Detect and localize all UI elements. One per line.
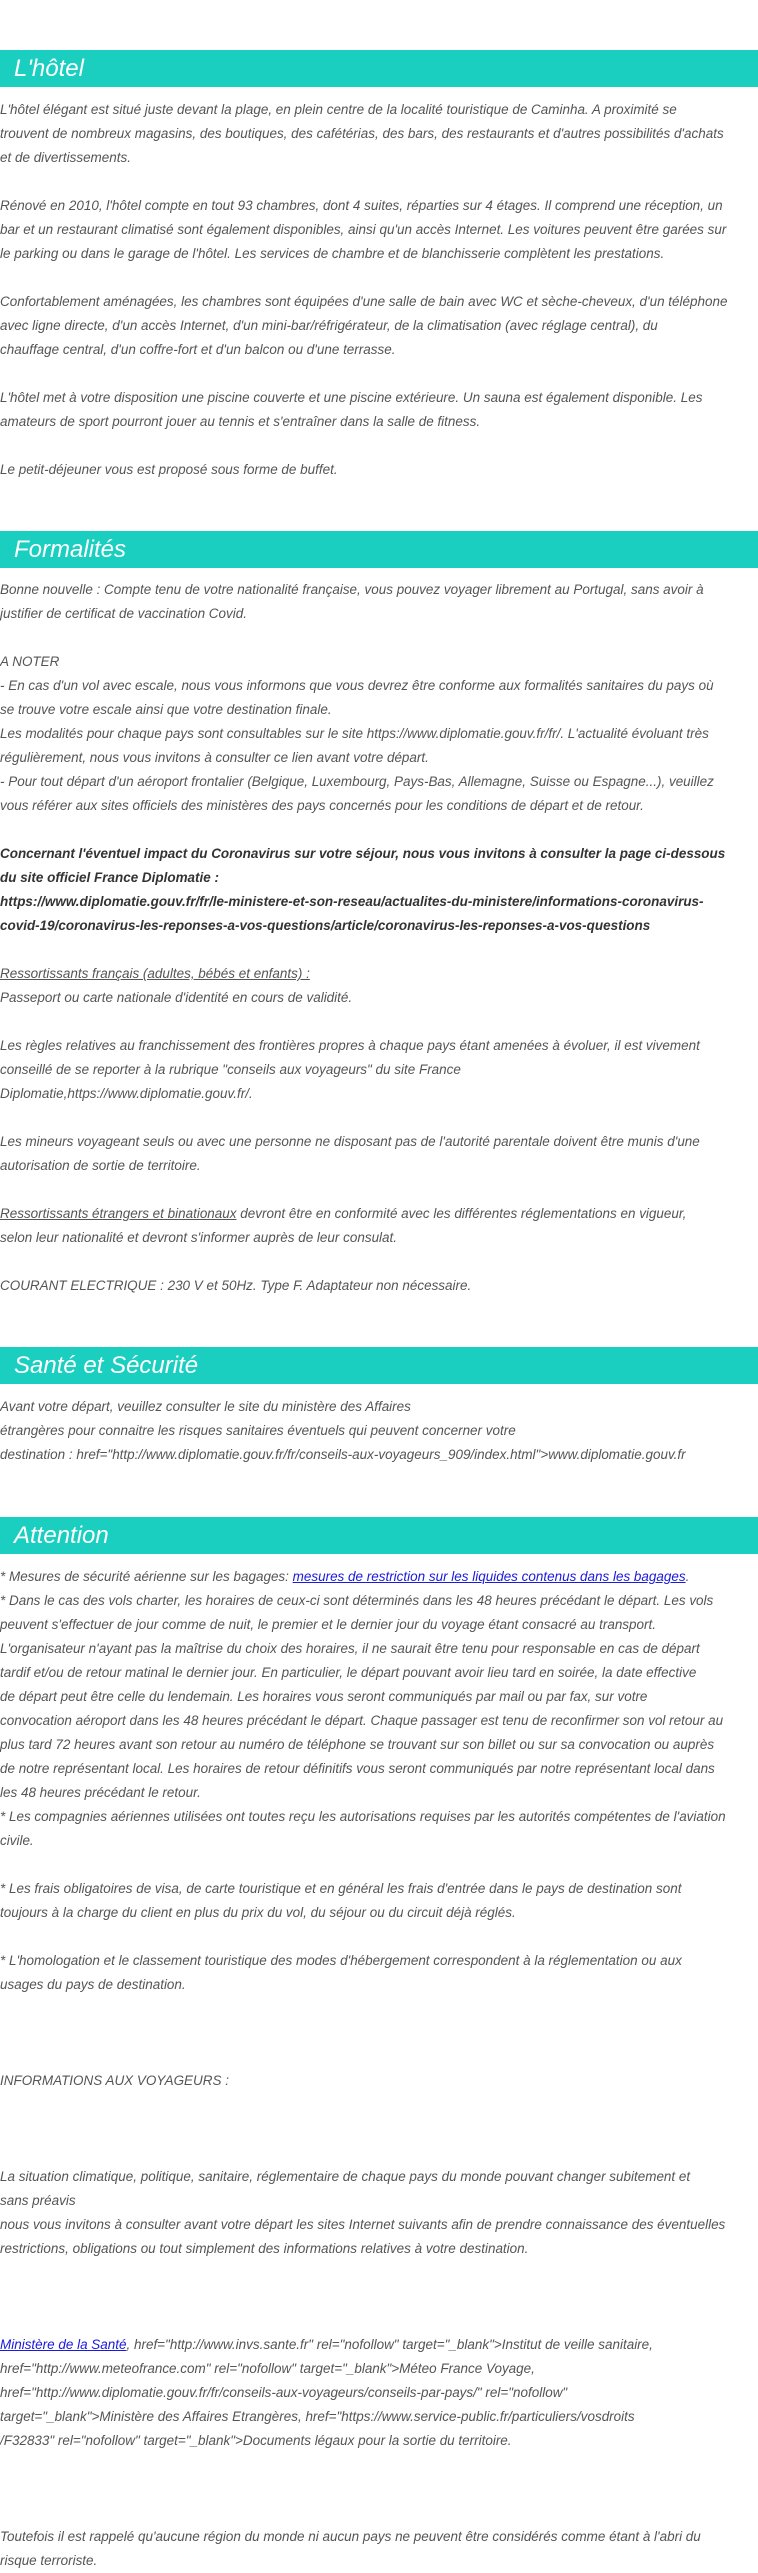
text-line: COURANT ELECTRIQUE : 230 V et 50Hz. Type F. Adaptateur non nécessaire. <box>0 1278 472 1293</box>
hotel-paragraph-1 <box>0 98 758 170</box>
text-line: Toutefois il est rappelé qu'aucune région du monde ni aucun pays ne peuvent être considérés comme étant à l'abri du <box>0 2529 701 2544</box>
formalites-paragraph-covid <box>0 578 758 626</box>
text-line: vous référer aux sites officiels des ministères des pays concernés pour les conditions de départ et de retour. <box>0 798 644 813</box>
text-line: https://www.diplomatie.gouv.fr/fr/le-ministere-et-son-reseau/actualites-du-ministere/informations-coronavirus- <box>0 894 704 909</box>
section-header-hotel: L'hôtel <box>0 50 758 87</box>
formalites-paragraph-frontieres <box>0 1034 758 1106</box>
text-line: amateurs de sport pourront jouer au tennis et s'entraîner dans la salle de fitness. <box>0 414 481 429</box>
text-line: conseillé de se reporter à la rubrique "conseils aux voyageurs" du site France <box>0 1062 461 1077</box>
formalites-paragraph-ressortissants-francais <box>0 962 758 1010</box>
section-header-formalites: Formalités <box>0 531 758 568</box>
text-line: - Pour tout départ d'un aéroport frontalier (Belgique, Luxembourg, Pays-Bas, Allemagne, Suisse ou Espagne...), veuillez <box>0 774 714 789</box>
text-line: du site officiel France Diplomatie : <box>0 870 219 885</box>
text-line: * Dans le cas des vols charter, les horaires de ceux-ci sont déterminés dans les 48 heures précédant le départ. Les vols <box>0 1593 714 1608</box>
text-line: chauffage central, d'un coffre-fort et d'un balcon ou d'une terrasse. <box>0 342 396 357</box>
attention-charter-body <box>0 1589 758 1853</box>
text-line: La situation climatique, politique, sanitaire, réglementaire de chaque pays du monde pouvant changer subitement et <box>0 2169 691 2184</box>
attention-paragraph-homologation <box>0 1949 758 1997</box>
text-line: justifier de certificat de vaccination Covid. <box>0 606 247 621</box>
text-line: plus tard 72 heures avant son retour au numéro de téléphone se trouvant sur son billet ou sur sa convocation ou auprès <box>0 1737 715 1752</box>
attention-bagages-prefix: * Mesures de sécurité aérienne sur les bagages: <box>0 1569 293 1584</box>
ministere-sante-link[interactable]: Ministère de la Santé <box>0 2337 127 2352</box>
text-line: covid-19/coronavirus-les-reponses-a-vos-questions/article/coronavirus-les-reponses-a-vos-questions <box>0 918 651 933</box>
text-line: tardif et/ou de retour matinal le dernier jour. En particulier, le départ pouvant avoir lieu tard en soirée, la date effective <box>0 1665 697 1680</box>
text-line: A NOTER <box>0 654 60 669</box>
formalites-paragraph-etrangers <box>0 1202 758 1250</box>
ressortissants-francais-heading: Ressortissants français (adultes, bébés et enfants) : <box>0 966 310 981</box>
text-line: restrictions, obligations ou tout simplement des informations relatives à votre destination. <box>0 2241 529 2256</box>
text-line: étrangères pour connaitre les risques sanitaires éventuels qui peuvent concerner votre <box>0 1423 516 1438</box>
text-line: convocation aéroport dans les 48 heures précédant le départ. Chaque passager est tenu de reconfirmer son vol retour au <box>0 1713 724 1728</box>
text-line: peuvent s'effectuer de jour comme de nuit, le premier et le dernier jour du voyage étant consacré au transport. <box>0 1617 656 1632</box>
text-line: avec ligne directe, d'un accès Internet, d'un mini-bar/réfrigérateur, de la climatisation (avec réglage central), du <box>0 318 658 333</box>
text-line: nous vous invitons à consulter avant votre départ les sites Internet suivants afin de prendre connaissance des éventuelles <box>0 2217 726 2232</box>
text-line: * Les frais obligatoires de visa, de carte touristique et en général les frais d'entrée dans le pays de destination sont <box>0 1881 682 1896</box>
formalites-paragraph-a-noter <box>0 650 758 818</box>
text-line: Les mineurs voyageant seuls ou avec une personne ne disposant pas de l'autorité parentale doivent être munis d'une <box>0 1134 700 1149</box>
liens-body <box>0 2357 758 2453</box>
text-line: Bonne nouvelle : Compte tenu de votre nationalité française, vous pouvez voyager librement au Portugal, sans avoir à <box>0 582 704 597</box>
text-line: * L'homologation et le classement touristique des modes d'hébergement correspondent à la réglementation ou aux <box>0 1953 682 1968</box>
text-line: Concernant l'éventuel impact du Coronavirus sur votre séjour, nous vous invitons à consulter la page ci-dessous <box>0 846 726 861</box>
text-line: les 48 heures précédant le retour. <box>0 1785 201 1800</box>
text-line: usages du pays de destination. <box>0 1977 186 1992</box>
etrangers-line-1-rest: devront être en conformité avec les différentes réglementations en vigueur, <box>236 1206 687 1221</box>
text-line: INFORMATIONS AUX VOYAGEURS : <box>0 2073 229 2088</box>
formalites-paragraph-courant <box>0 1274 758 1298</box>
text-line: de notre représentant local. Les horaires de retour définitifs vous seront communiqués par notre représentant local dans <box>0 1761 715 1776</box>
hotel-paragraph-2 <box>0 194 758 266</box>
text-line: L'hôtel élégant est situé juste devant la plage, en plein centre de la localité touristique de Caminha. A proximité se <box>0 102 677 117</box>
text-line: target="_blank">Ministère des Affaires Etrangères, href="https://www.service-public.fr/particuliers/vosdroits <box>0 2409 635 2424</box>
text-line: civile. <box>0 1833 34 1848</box>
text-line: régulièrement, nous vous invitons à consulter ce lien avant votre départ. <box>0 750 429 765</box>
attention-paragraph-situation <box>0 2165 758 2261</box>
attention-paragraph-informations <box>0 2069 758 2093</box>
text-line: Les modalités pour chaque pays sont consultables sur le site https://www.diplomatie.gouv.fr/fr/. L'actualité évoluant très <box>0 726 709 741</box>
text-line: href="http://www.diplomatie.gouv.fr/fr/conseils-aux-voyageurs/conseils-par-pays/" rel="nofollow" <box>0 2385 568 2400</box>
text-line: autorisation de sortie de territoire. <box>0 1158 201 1173</box>
text-line: - En cas d'un vol avec escale, nous vous informons que vous devrez être conforme aux formalités sanitaires du pays où <box>0 678 714 693</box>
text-line: toujours à la charge du client en plus du prix du vol, du séjour ou du circuit déjà réglés. <box>0 1905 516 1920</box>
sante-paragraph <box>0 1395 758 1467</box>
ressortissants-francais-body <box>0 986 758 1010</box>
text-line: Le petit-déjeuner vous est proposé sous forme de buffet. <box>0 462 338 477</box>
text-line: Confortablement aménagées, les chambres sont équipées d'une salle de bain avec WC et sèche-cheveux, d'un téléphone <box>0 294 728 309</box>
attention-paragraph-1 <box>0 1565 758 1853</box>
section-header-attention: Attention <box>0 1517 758 1554</box>
text-line: destination : href="http://www.diplomatie.gouv.fr/fr/conseils-aux-voyageurs_909/index.html">www.diplomatie.gouv.fr <box>0 1447 686 1462</box>
text-line: Passeport ou carte nationale d'identité en cours de validité. <box>0 990 353 1005</box>
text-line: * Les compagnies aériennes utilisées ont toutes reçu les autorisations requises par les autorités compétentes de l'aviation <box>0 1809 726 1824</box>
text-line: Rénové en 2010, l'hôtel compte en tout 93 chambres, dont 4 suites, réparties sur 4 étages. Il comprend une réception, un <box>0 198 723 213</box>
text-line: /F32833" rel="nofollow" target="_blank">Documents légaux pour la sortie du territoire. <box>0 2433 512 2448</box>
attention-paragraph-liens <box>0 2333 758 2453</box>
text-line: de départ peut être celle du lendemain. Les horaires vous seront communiqués par mail ou par fax, sur votre <box>0 1689 648 1704</box>
text-line: Les règles relatives au franchissement des frontières propres à chaque pays étant amenées à évoluer, il est vivement <box>0 1038 700 1053</box>
attention-paragraph-terrorisme <box>0 2525 758 2573</box>
attention-paragraph-visa <box>0 1877 758 1925</box>
text-line: L'hôtel met à votre disposition une piscine couverte et une piscine extérieure. Un sauna est également disponible. Les <box>0 390 703 405</box>
text-line: Diplomatie,https://www.diplomatie.gouv.fr/. <box>0 1086 253 1101</box>
text-line: le parking ou dans le garage de l'hôtel. Les services de chambre et de blanchisserie complètent les prestations. <box>0 246 665 261</box>
formalites-paragraph-coronavirus <box>0 842 758 938</box>
liens-line-1-rest: , href="http://www.invs.sante.fr" rel="nofollow" target="_blank">Institut de veille sanitaire, <box>126 2337 653 2352</box>
text-line: L'organisateur n'ayant pas la maîtrise du choix des horaires, il ne saurait être tenu pour responsable en cas de départ <box>0 1641 700 1656</box>
hotel-paragraph-3 <box>0 290 758 362</box>
text-line: href="http://www.meteofrance.com" rel="nofollow" target="_blank">Méteo France Voyage, <box>0 2361 535 2376</box>
text-line: et de divertissements. <box>0 150 131 165</box>
text-line: sans préavis <box>0 2193 76 2208</box>
attention-bagages-line <box>0 1565 689 1589</box>
etrangers-line-1 <box>0 1202 686 1226</box>
text-line: Avant votre départ, veuillez consulter le site du ministère des Affaires <box>0 1399 411 1414</box>
liquides-restriction-link[interactable]: mesures de restriction sur les liquides contenus dans les bagages <box>292 1569 686 1584</box>
etrangers-heading: Ressortissants étrangers et binationaux <box>0 1206 237 1221</box>
text-line: trouvent de nombreux magasins, des boutiques, des cafétérias, des bars, des restaurants et d'autres possibilités d'achats <box>0 126 724 141</box>
hotel-paragraph-4 <box>0 386 758 434</box>
text-line: se trouve votre escale ainsi que votre destination finale. <box>0 702 332 717</box>
liens-line-1 <box>0 2333 653 2357</box>
hotel-paragraph-5 <box>0 458 758 482</box>
attention-bagages-suffix: . <box>685 1569 690 1584</box>
etrangers-line-2: selon leur nationalité et devront s'informer auprès de leur consulat. <box>0 1230 398 1245</box>
formalites-paragraph-mineurs <box>0 1130 758 1178</box>
text-line: risque terroriste. <box>0 2553 98 2568</box>
text-line: bar et un restaurant climatisé sont également disponibles, ainsi qu'un accès Internet. Les voitures peuvent être garées sur <box>0 222 727 237</box>
section-header-sante: Santé et Sécurité <box>0 1347 758 1384</box>
